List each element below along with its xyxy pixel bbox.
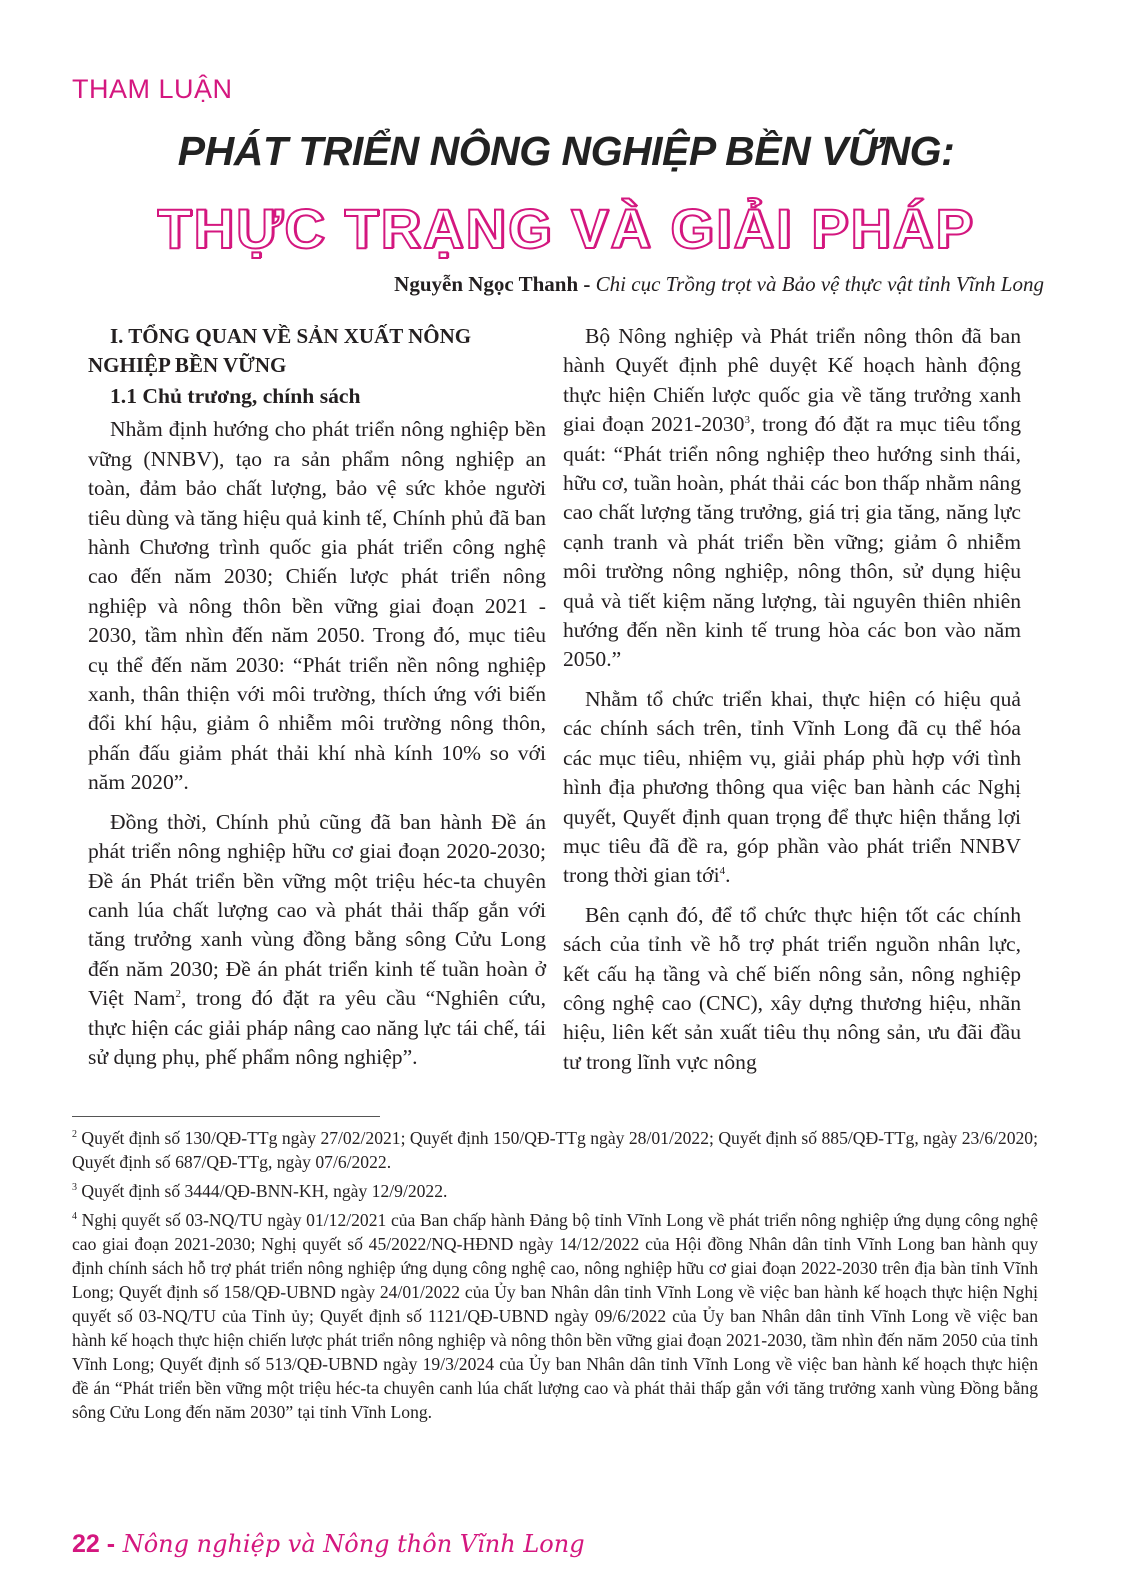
author-name: Nguyễn Ngọc Thanh -	[394, 272, 591, 296]
article-subtitle: THỰC TRẠNG VÀ GIẢI PHÁP	[157, 197, 975, 260]
paragraph: Bộ Nông nghiệp và Phát triển nông thôn đã ban hành Quyết định phê duyệt Kế hoạch hành động thực hiện Chiến lược quốc gia về tăng trưởng xanh giai đoạn 2021-2030$^3$, trong đó đặt ra mục tiêu tổng quát: “Phát triển nông nghiệp theo hướng sinh thái, hữu cơ, tuần hoàn, phát thải các bon thấp nhằm nâng cao chất lượng tăng trưởng, giá trị gia tăng, năng lực cạnh tranh và phát triển bền vững; giảm ô nhiễm môi trường nông nghiệp, nông thôn, sử dụng hiệu quả và tiết kiệm năng lượng, tài nguyên thiên nhiên hướng đến nền kinh tế trung hòa các bon vào năm 2050.”	[563, 324, 1022, 672]
paragraph: Nhằm định hướng cho phát triển nông nghiệp bền vững (NNBV), tạo ra sản phẩm nông nghiệp an toàn, đảm bảo chất lượng, bảo vệ sức khỏe người tiêu dùng và tăng hiệu quả kinh tế, Chính phủ đã ban hành Chương trình quốc gia phát triển công nghệ cao đến năm 2030; Chiến lược phát triển nông nghiệp và nông thôn bền vững giai đoạn 2021 - 2030, tầm nhìn đến năm 2050. Trong đó, mục tiêu cụ thể đến năm 2030: “Phát triển nền nông nghiệp xanh, thân thiện với môi trường, thích ứng với biến đổi khí hậu, giảm ô nhiễm môi trường nông thôn, phấn đấu giảm phát thải khí nhà kính 10% so với năm 2020”.	[88, 417, 546, 795]
author-affiliation: Chi cục Trồng trọt và Bảo vệ thực vật tỉnh Vĩnh Long	[590, 272, 1044, 296]
left-column	[88, 322, 546, 1072]
paragraph: Bên cạnh đó, để tổ chức thực hiện tốt các chính sách của tỉnh về hỗ trợ phát triển nguồn nhân lực, kết cấu hạ tầng và chế biến nông sản, nông nghiệp công nghệ cao (CNC), xây dựng thương hiệu, nhãn hiệu, liên kết sản xuất tiêu thụ nông sản, ưu đãi đầu tư trong lĩnh vực nông	[563, 902, 1021, 1074]
paragraph: Nhằm tổ chức triển khai, thực hiện có hiệu quả các chính sách trên, tỉnh Vĩnh Long đã cụ thể hóa các mục tiêu, nhiệm vụ, giải pháp phù hợp với tình hình địa phương thông qua việc ban hành các Nghị quyết, Quyết định quan trọng để thực hiện thắng lợi mục tiêu đã đề ra, góp phần vào phát triển NNBV trong thời gian tới$^4$.	[563, 686, 1021, 888]
footnote: $^4$ Nghị quyết số 03-NQ/TU ngày 01/12/2021 của Ban chấp hành Đảng bộ tỉnh Vĩnh Long về phát triển nông nghiệp ứng dụng công nghệ cao giai đoạn 2021-2030; Nghị quyết số 45/2022/NQ-HĐND ngày 14/12/2022 của Hội đồng Nhân dân tỉnh Vĩnh Long ban hành quy định chính sách hỗ trợ phát triển nông nghiệp ứng dụng công nghệ cao, nông nghiệp hữu cơ giai đoạn 2022-2030 trên địa bàn tỉnh Vĩnh Long; Quyết định số 158/QĐ-UBND ngày 24/01/2022 của Ủy ban Nhân dân tỉnh Vĩnh Long về việc ban hành kế hoạch thực hiện Nghị quyết số 03-NQ/TU của Tỉnh ủy; Quyết định số 1121/QĐ-UBND ngày 09/6/2022 của Ủy ban Nhân dân tỉnh Vĩnh Long về việc ban hành kế hoạch thực hiện chiến lược phát triển nông nghiệp và nông thôn bền vững giai đoạn 2021-2030, tầm nhìn đến năm 2050 của tỉnh Vĩnh Long; Quyết định số 513/QĐ-UBND ngày 19/3/2024 của Ủy ban Nhân dân tỉnh Vĩnh Long về việc ban hành kế hoạch thực hiện đề án “Phát triển bền vững một triệu héc-ta chuyên canh lúa chất lượng cao và phát thải thấp gắn với tăng trưởng xanh vùng Đồng bằng sông Cửu Long đến năm 2030” tại tỉnh Vĩnh Long.	[72, 1210, 1038, 1422]
right-column	[563, 322, 1021, 1077]
section-heading: I. TỔNG QUAN VỀ SẢN XUẤT NÔNG NGHIỆP BỀN VỮNG	[88, 324, 472, 377]
byline	[394, 272, 1044, 297]
paragraph: Đồng thời, Chính phủ cũng đã ban hành Đề án phát triển nông nghiệp hữu cơ giai đoạn 2020-2030; Đề án Phát triển bền vững một triệu héc-ta chuyên canh lúa chất lượng cao và phát thải thấp gắn với tăng trưởng xanh vùng đồng bằng sông Cửu Long đến năm 2030; Đề án phát triển kinh tế tuần hoàn ở Việt Nam$^2$, trong đó đặt ra yêu cầu “Nghiên cứu, thực hiện các giải pháp nâng cao năng lực tái chế, tái sử dụng phụ, phế phẩm nông nghiệp”.	[88, 809, 546, 1069]
footnote-ref: 3	[744, 414, 750, 427]
subsection-heading: 1.1 Chủ trương, chính sách	[110, 384, 361, 408]
footnote: $^2$ Quyết định số 130/QĐ-TTg ngày 27/02/2021; Quyết định 150/QĐ-TTg ngày 28/01/2022; Quyết định số 885/QĐ-TTg, ngày 23/6/2020; Quyết định số 687/QĐ-TTg, ngày 07/6/2022.	[72, 1128, 1038, 1172]
article-title: PHÁT TRIỂN NÔNG NGHIỆP BỀN VỮNG:	[177, 128, 955, 174]
page-number: 22 -	[72, 1530, 116, 1558]
magazine-name: Nông nghiệp và Nông thôn Vĩnh Long	[115, 1530, 585, 1558]
section-label: THAM LUẬN	[72, 74, 233, 104]
page-footer	[72, 1530, 585, 1559]
footnote: $^3$ Quyết định số 3444/QĐ-BNN-KH, ngày 12/9/2022.	[72, 1181, 448, 1201]
footnote-ref: 4	[719, 865, 726, 878]
footnote-divider	[72, 1116, 380, 1117]
footnote-ref: 2	[175, 987, 182, 1000]
footnotes	[72, 1126, 1038, 1429]
